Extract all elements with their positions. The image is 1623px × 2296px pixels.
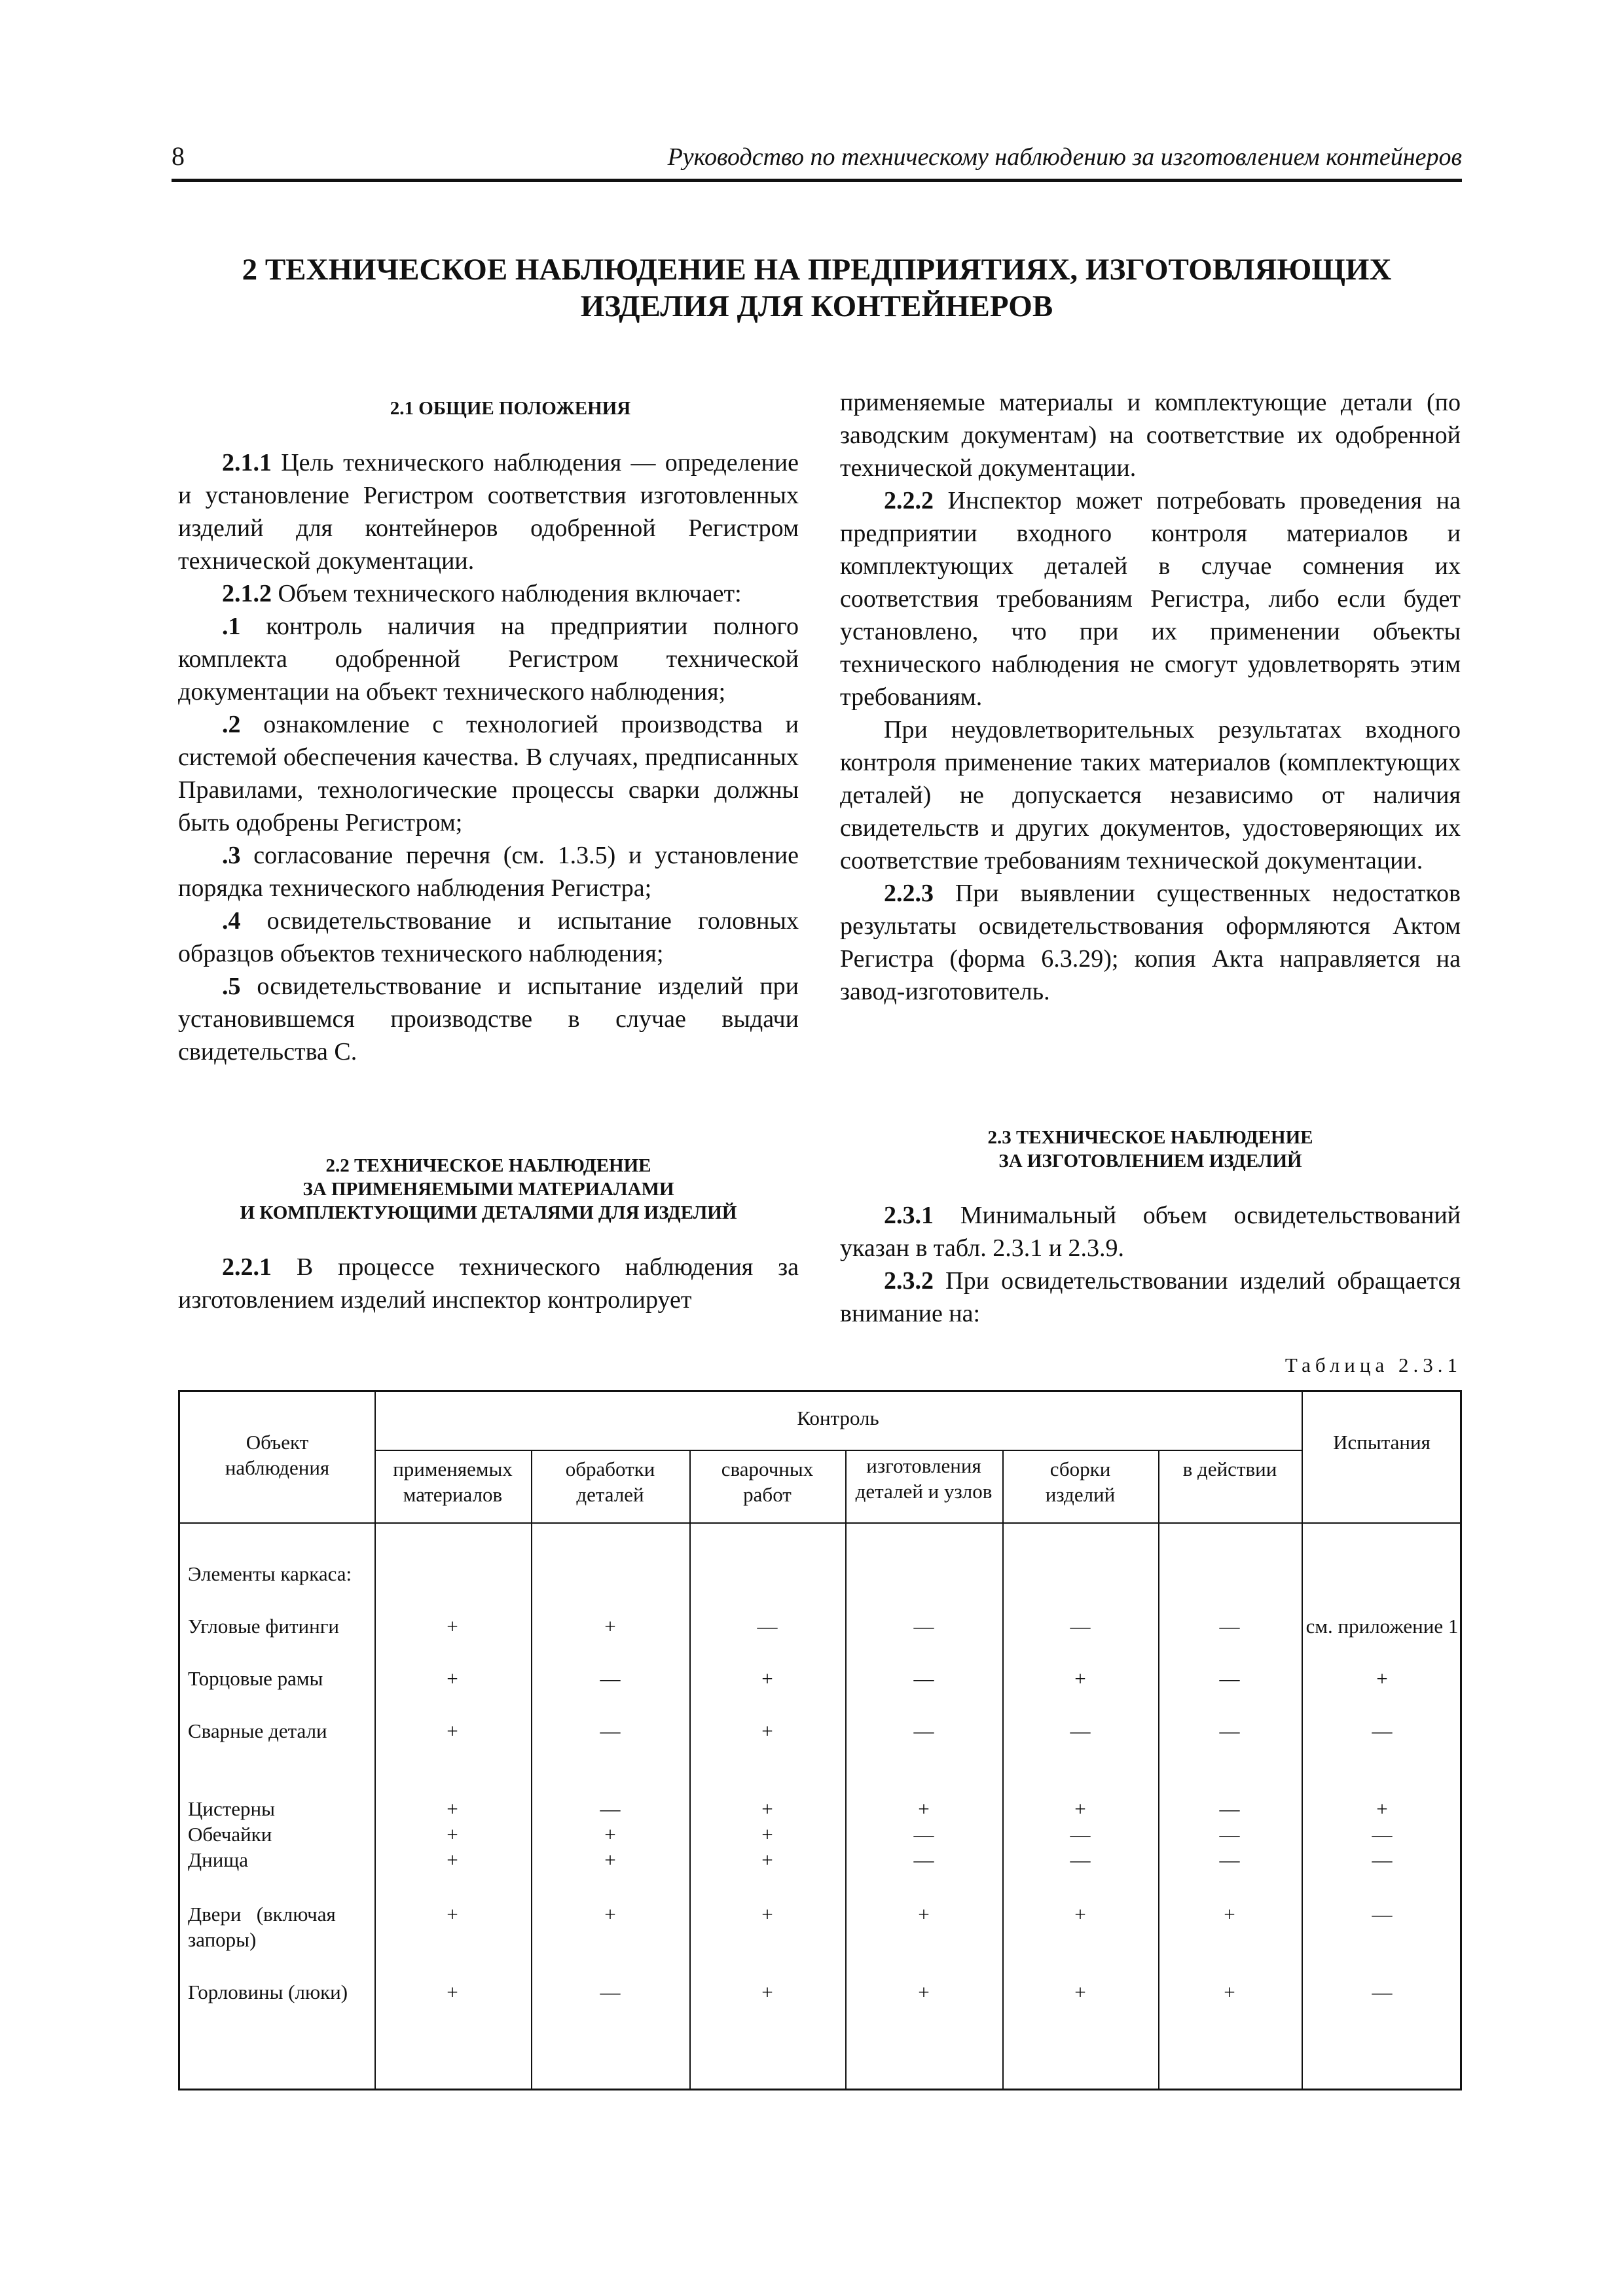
- table-cell-mark: —: [913, 1667, 934, 1690]
- paragraph-2-1-1: 2.1.1 Цель технического наблюдения — определение и установление Регистром соответствия изготовленных изделий для контейнеров одобренной Регистром технической документации.: [178, 449, 799, 575]
- table-cell-mark: +: [1074, 1903, 1086, 1926]
- table-cell-mark: —: [600, 1981, 621, 2003]
- table-cell-mark: —: [1070, 1719, 1091, 1742]
- table-vline: [689, 1450, 691, 2089]
- right-column: [840, 386, 1461, 1008]
- row-label-line2: запоры): [188, 1928, 257, 1951]
- table-cell-mark: +: [447, 1981, 458, 2003]
- table-cell-mark: +: [1224, 1981, 1235, 2003]
- running-title: Руководство по техническому наблюдению за изготовлением контейнеров: [667, 143, 1462, 171]
- table-cell-mark: +: [761, 1797, 773, 1820]
- header-sub-processing: [531, 1456, 689, 1507]
- table-cell-tests: +: [1376, 1667, 1388, 1690]
- table-cell-tests: +: [1376, 1797, 1388, 1820]
- table-cell-mark: +: [604, 1848, 616, 1871]
- header-sub-processing-l2: деталей: [576, 1483, 644, 1506]
- table-cell-mark: +: [761, 1981, 773, 2003]
- table-cell-mark: +: [918, 1903, 930, 1926]
- table-cell-mark: —: [600, 1667, 621, 1690]
- paragraph-2-2-2-extra: При неудовлетворительных результатах входного контроля применение таких материалов (комплектующих деталей) не допускается независимо от наличия свидетельств и других документов, удостоверяющих их соответствие требованиям технической документации.: [840, 716, 1461, 874]
- list-item-4: .4 освидетельствование и испытание головных образцов объектов технического наблюдения;: [178, 907, 799, 967]
- table-cell-tests: —: [1372, 1903, 1393, 1926]
- table-cell-mark: +: [604, 1615, 616, 1638]
- paragraph-2-2-3: 2.2.3 При выявлении существенных недостатков результаты освидетельствования оформляются Актом Регистра (форма 6.3.29); копия Акта направляется на завод-изготовитель.: [840, 880, 1461, 1005]
- table-cell-mark: +: [761, 1667, 773, 1690]
- table-cell-mark: +: [447, 1719, 458, 1742]
- table-vline: [531, 1450, 532, 2089]
- header-tests: Испытания: [1333, 1431, 1431, 1454]
- header-sub-welding: [689, 1456, 845, 1507]
- header-rule: [172, 179, 1462, 182]
- section-2-2-heading: [178, 1154, 799, 1225]
- row-label: [188, 1901, 336, 1952]
- table-cell-mark: +: [1224, 1903, 1235, 1926]
- table-cell-mark: —: [913, 1615, 934, 1638]
- table-cell-tests: —: [1372, 1823, 1393, 1846]
- table-cell-mark: +: [761, 1903, 773, 1926]
- list-item-5: .5 освидетельствование и испытание изделий при установившемся производстве в случае выдачи свидетельства С.: [178, 973, 799, 1066]
- table-cell-mark: —: [1070, 1823, 1091, 1846]
- header-sub-manufacturing-l2: деталей и узлов: [855, 1480, 993, 1503]
- table-cell-tests: —: [1372, 1719, 1393, 1742]
- table-cell-mark: +: [447, 1848, 458, 1871]
- paragraph-2-2-1: 2.2.1 В процессе технического наблюдения за изготовлением изделий инспектор контролирует: [178, 1253, 799, 1314]
- header-sub-operation: в действии: [1182, 1458, 1277, 1480]
- section-2-3-heading-l1: 2.3 ТЕХНИЧЕСКОЕ НАБЛЮДЕНИЕ: [987, 1127, 1313, 1148]
- table-caption: Таблица 2.3.1: [1285, 1354, 1462, 1376]
- section-2-2-heading-l2: ЗА ПРИМЕНЯЕМЫМИ МАТЕРИАЛАМИ: [302, 1179, 674, 1200]
- paragraph-2-3-2: 2.3.2 При освидетельствовании изделий обращается внимание на:: [840, 1267, 1461, 1327]
- table-2-3-1: [178, 1390, 1462, 2090]
- table-cell-mark: +: [1074, 1797, 1086, 1820]
- row-group-frame: Элементы каркаса:: [188, 1562, 352, 1585]
- header-control: Контроль: [797, 1407, 879, 1429]
- chapter-title-line2: ИЗДЕЛИЯ ДЛЯ КОНТЕЙНЕРОВ: [580, 289, 1053, 323]
- header-sub-assembly-l1: сборки: [1049, 1458, 1111, 1480]
- table-cell-mark: —: [1219, 1667, 1240, 1690]
- paragraph-2-2-1-continued: применяемые материалы и комплектующие детали (по заводским документам) на соответствие их одобренной технической документации.: [840, 389, 1461, 482]
- chapter-title-line1: 2 ТЕХНИЧЕСКОЕ НАБЛЮДЕНИЕ НА ПРЕДПРИЯТИЯХ, ИЗГОТОВЛЯЮЩИХ: [242, 253, 1392, 287]
- header-sub-manufacturing: [845, 1453, 1002, 1504]
- table-cell-mark: +: [604, 1903, 616, 1926]
- table-cell-tests: —: [1372, 1981, 1393, 2003]
- section-2-1-heading: 2.1 ОБЩИЕ ПОЛОЖЕНИЯ: [390, 398, 631, 419]
- table-cell-mark: —: [600, 1797, 621, 1820]
- table-vline: [845, 1450, 847, 2089]
- table-cell-mark: —: [757, 1615, 778, 1638]
- section-2-3-heading: [840, 1126, 1461, 1173]
- table-vline: [1302, 1392, 1303, 2089]
- table-cell-mark: +: [447, 1797, 458, 1820]
- paragraph-2-3-1: 2.3.1 Минимальный объем освидетельствований указан в табл. 2.3.1 и 2.3.9.: [840, 1202, 1461, 1262]
- chapter-title: [172, 251, 1462, 325]
- header-sub-welding-l1: сварочных: [721, 1458, 814, 1480]
- header-sub-processing-l1: обработки: [565, 1458, 655, 1480]
- section-2-3-heading-l2: ЗА ИЗГОТОВЛЕНИЕМ ИЗДЕЛИЙ: [998, 1151, 1302, 1172]
- header-object-l2: наблюдения: [225, 1456, 330, 1479]
- table-vline: [1158, 1450, 1159, 2089]
- table-cell-mark: +: [447, 1667, 458, 1690]
- table-hline: [180, 1522, 1462, 1524]
- left-column-lower: [178, 1154, 799, 1316]
- table-cell-mark: —: [913, 1848, 934, 1871]
- left-column: [178, 397, 799, 1068]
- row-label: Сварные детали: [188, 1719, 327, 1742]
- table-cell-mark: +: [447, 1903, 458, 1926]
- header-sub-welding-l2: работ: [743, 1483, 792, 1506]
- row-label: Цистерны: [188, 1797, 275, 1820]
- table-cell-mark: —: [1219, 1848, 1240, 1871]
- table-hline: [374, 1450, 1302, 1451]
- table-cell-mark: +: [1074, 1667, 1086, 1690]
- table-cell-mark: —: [913, 1823, 934, 1846]
- header-object-l1: Объект: [246, 1431, 309, 1454]
- section-2-2-heading-l3: И КОМПЛЕКТУЮЩИМИ ДЕТАЛЯМИ ДЛЯ ИЗДЕЛИЙ: [240, 1202, 737, 1223]
- table-cell-mark: —: [1219, 1797, 1240, 1820]
- row-label-line1: Двери (включая: [188, 1903, 336, 1926]
- table-cell-mark: +: [761, 1823, 773, 1846]
- row-label: Торцовые рамы: [188, 1667, 323, 1690]
- page-number: 8: [172, 141, 185, 171]
- paragraph-2-2-2: 2.2.2 Инспектор может потребовать проведения на предприятии входного контроля материалов и комплектующих деталей в случае сомнения их соответствия требованиям Регистра, либо если будет установлено, что при их применении объекты технического наблюдения не смогут удовлетворять этим требованиям.: [840, 487, 1461, 711]
- table-vline: [1002, 1450, 1004, 2089]
- list-item-1: .1 контроль наличия на предприятии полного комплекта одобренной Регистром технической документации на объект технического наблюдения;: [178, 613, 799, 706]
- paragraph-2-1-2: 2.1.2 Объем технического наблюдения включает:: [222, 580, 742, 607]
- table-cell-mark: +: [761, 1719, 773, 1742]
- section-2-2-heading-l1: 2.2 ТЕХНИЧЕСКОЕ НАБЛЮДЕНИЕ: [325, 1155, 651, 1176]
- list-item-2: .2 ознакомление с технологией производства и системой обеспечения качества. В случаях, предписанных Правилами, технологические процессы сварки должны быть одобрены Регистром;: [178, 711, 799, 836]
- table-cell-mark: +: [447, 1823, 458, 1846]
- row-label: Угловые фитинги: [188, 1615, 340, 1638]
- table-cell-mark: —: [1070, 1848, 1091, 1871]
- header-sub-manufacturing-l1: изготовления: [866, 1454, 981, 1477]
- table-cell-mark: —: [1070, 1615, 1091, 1638]
- table-cell-mark: +: [761, 1848, 773, 1871]
- header-object: [180, 1429, 374, 1480]
- row-label: Днища: [188, 1848, 248, 1871]
- right-column-lower: [840, 1126, 1461, 1330]
- header-sub-assembly: [1002, 1456, 1158, 1507]
- header-sub-materials-l2: материалов: [403, 1483, 503, 1506]
- row-label: Горловины (люки): [188, 1981, 348, 2003]
- table-cell-mark: —: [1219, 1823, 1240, 1846]
- table-cell-mark: +: [604, 1823, 616, 1846]
- table-cell-mark: +: [447, 1615, 458, 1638]
- row-label: Обечайки: [188, 1823, 272, 1846]
- header-sub-materials: [374, 1456, 531, 1507]
- header-sub-assembly-l2: изделий: [1045, 1483, 1116, 1506]
- table-cell-mark: +: [1074, 1981, 1086, 2003]
- table-cell-mark: +: [918, 1797, 930, 1820]
- list-item-3: .3 согласование перечня (см. 1.3.5) и установление порядка технического наблюдения Регистра;: [178, 842, 799, 902]
- table-cell-mark: +: [918, 1981, 930, 2003]
- table-cell-mark: —: [1219, 1719, 1240, 1742]
- table-cell-tests: см. приложение 1: [1305, 1615, 1459, 1638]
- table-cell-mark: —: [600, 1719, 621, 1742]
- table-cell-mark: —: [913, 1719, 934, 1742]
- table-cell-mark: —: [1219, 1615, 1240, 1638]
- header-sub-materials-l1: применяемых: [393, 1458, 513, 1480]
- table-cell-tests: —: [1372, 1848, 1393, 1871]
